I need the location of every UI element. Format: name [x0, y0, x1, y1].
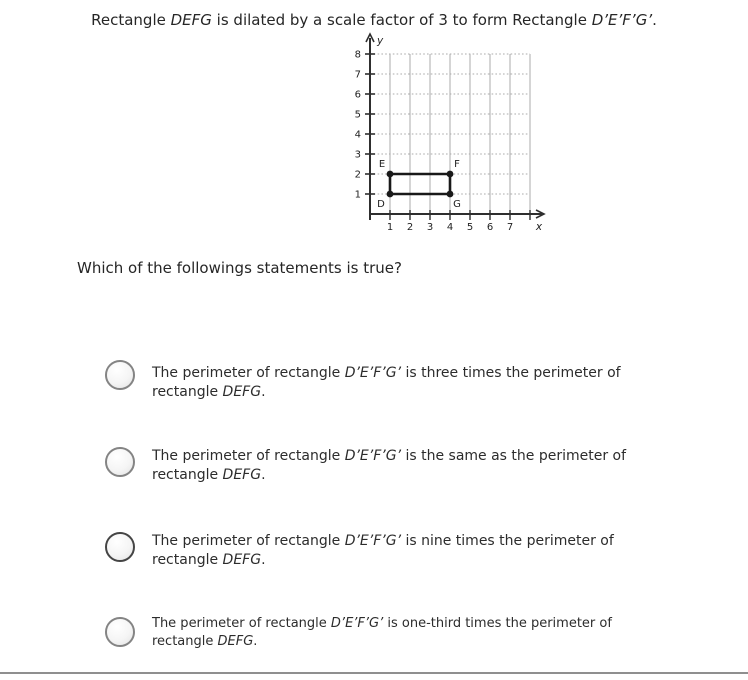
- option-3-text: The perimeter of rectangle: [152, 533, 345, 549]
- bottom-divider: [0, 672, 748, 674]
- radio-button-option-2[interactable]: [105, 447, 135, 477]
- title-shape-defg-prime: D’E’F’G’: [591, 11, 653, 29]
- svg-text:F: F: [454, 159, 460, 170]
- option-2-shape-prime: D’E’F’G’: [344, 448, 402, 464]
- option-4-line2: rectangle: [152, 634, 218, 649]
- svg-text:6: 6: [354, 89, 361, 101]
- option-4-period: .: [253, 634, 258, 649]
- svg-text:5: 5: [354, 109, 361, 121]
- option-4-shape-prime: D’E’F’G’: [330, 616, 384, 631]
- svg-text:5: 5: [466, 222, 474, 233]
- radio-button-option-4[interactable]: [105, 617, 135, 647]
- option-label-4[interactable]: [152, 615, 612, 651]
- svg-text:4: 4: [446, 222, 454, 233]
- question-text: Which of the followings statements is true?: [77, 259, 402, 277]
- option-label-3[interactable]: [152, 532, 614, 570]
- svg-text:6: 6: [486, 222, 494, 233]
- option-3-shape-prime: D’E’F’G’: [344, 533, 402, 549]
- option-4-text: The perimeter of rectangle: [152, 616, 331, 631]
- option-2-period: .: [261, 467, 266, 483]
- option-3-period: .: [261, 552, 266, 568]
- option-2-text: The perimeter of rectangle: [152, 448, 345, 464]
- title-period: .: [652, 11, 657, 29]
- option-4-shape: DEFG: [217, 634, 254, 649]
- svg-text:G: G: [453, 199, 461, 210]
- title-shape-defg: DEFG: [170, 11, 212, 29]
- option-1-shape-prime: D’E’F’G’: [344, 365, 402, 381]
- option-1-text: The perimeter of rectangle: [152, 365, 345, 381]
- option-label-1[interactable]: [152, 364, 621, 402]
- svg-text:2: 2: [406, 222, 414, 233]
- option-4-text-rest: is one-third times the perimeter of: [383, 616, 612, 631]
- option-2-line2: rectangle: [152, 467, 223, 483]
- radio-button-option-1[interactable]: [105, 360, 135, 390]
- svg-text:E: E: [378, 159, 386, 170]
- option-3-text-rest: is nine times the perimeter of: [401, 533, 614, 549]
- svg-text:1: 1: [386, 222, 394, 233]
- svg-text:1: 1: [354, 189, 361, 201]
- svg-text:4: 4: [354, 129, 361, 141]
- svg-text:8: 8: [354, 49, 361, 61]
- coordinate-grid-svg: [344, 30, 556, 238]
- radio-button-option-3[interactable]: [105, 532, 135, 562]
- svg-text:7: 7: [506, 222, 514, 233]
- option-1-shape: DEFG: [222, 384, 262, 400]
- option-label-2[interactable]: [152, 447, 626, 485]
- svg-text:2: 2: [354, 169, 361, 181]
- svg-text:x: x: [535, 221, 543, 233]
- svg-text:3: 3: [354, 149, 361, 161]
- option-1-period: .: [261, 384, 266, 400]
- svg-text:3: 3: [426, 222, 434, 233]
- svg-text:y: y: [377, 35, 384, 47]
- coordinate-grid: [344, 30, 556, 238]
- svg-text:D: D: [377, 199, 385, 210]
- option-1-line2: rectangle: [152, 384, 223, 400]
- option-1-text-rest: is three times the perimeter of: [401, 365, 621, 381]
- option-2-text-rest: is the same as the perimeter of: [401, 448, 627, 464]
- page-title: [0, 11, 748, 29]
- option-2-shape: DEFG: [222, 467, 262, 483]
- option-3-line2: rectangle: [152, 552, 223, 568]
- title-text-mid: is dilated by a scale factor of 3 to form Rectangle: [211, 11, 592, 29]
- title-text: Rectangle: [91, 11, 171, 29]
- option-3-shape: DEFG: [222, 552, 262, 568]
- svg-text:7: 7: [354, 69, 361, 81]
